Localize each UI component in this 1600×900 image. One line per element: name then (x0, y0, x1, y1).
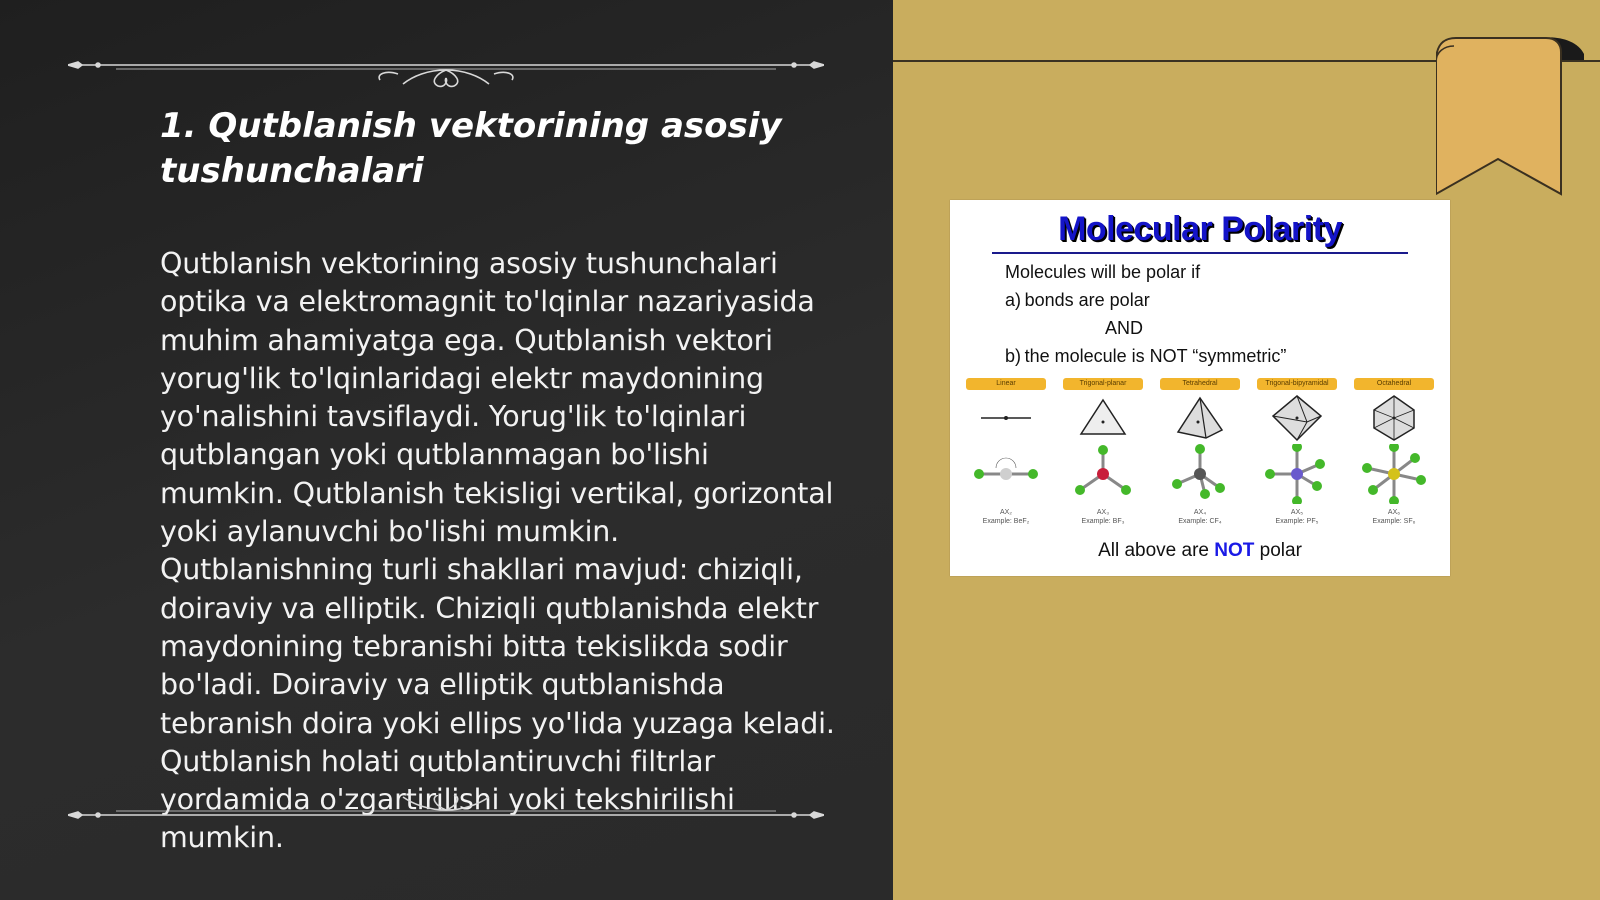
ornament-divider-top (68, 48, 824, 88)
geometry-example: Example: SF₆ (1372, 518, 1416, 525)
geometry-trigonal-planar (1063, 378, 1143, 538)
slide-body-text: Qutblanish vektorining asosiy tushunchalari optika va elektromagnit to'lqinlar nazariyasida muhim ahamiyatga ega. Qutblanish vektori yorug'lik to'lqinlaridagi elektr maydonining yo'nalishini tavsiflaydi. Yorug'lik to'lqinlari qutblangan yoki qutblanmagan bo'lishi mumkin. Qutblanish tekisligi vertikal, gorizontal yoki aylanuvchi bo'lishi mumkin. Qutblanishning turli shakllari mavjud: chiziqli, doiraviy va elliptik. Chiziqli qutblanishda elektr maydonining tebranishi bitta tekislikda sodir bo'ladi. Doiraviy va elliptik qutblanishda tebranish doira yoki ellips yo'lida yuzaga keladi. Qutblanish holati qutblantiruvchi filtrlar yordamida o'zgartirilishi yoki tekshirilishi mumkin. (160, 247, 835, 855)
bipyramidal-ball-stick-icon (1262, 444, 1332, 504)
tetrahedral-ball-stick-icon (1165, 444, 1235, 504)
figure-title: Molecular Polarity (1058, 210, 1342, 248)
geometry-table (966, 378, 1436, 538)
triangle-shape-icon (1073, 394, 1133, 442)
geometry-caption (1257, 508, 1337, 526)
geometry-caption (1354, 508, 1434, 526)
geometry-formula: AX₅ (1290, 509, 1304, 516)
geometry-caption (1063, 508, 1143, 526)
figure-line-1: Molecules will be polar if (1005, 262, 1201, 282)
footer-suffix: polar (1254, 540, 1302, 561)
figure-line-3: AND (1105, 318, 1144, 338)
geometry-caption (966, 508, 1046, 526)
figure-line-2: a) bonds are polar (1005, 290, 1150, 310)
footer-prefix: All above are (1098, 540, 1215, 561)
geometry-trigonal-bipyramidal (1257, 378, 1337, 538)
molecular-polarity-figure (950, 200, 1450, 576)
trigonal-ball-stick-icon (1068, 444, 1138, 504)
geometry-example: Example: PF₅ (1275, 518, 1319, 525)
geometry-tetrahedral (1160, 378, 1240, 538)
geometry-formula: AX₂ (999, 509, 1013, 516)
slide-title: 1. Qutblanish vektorining asosiy tushunchalari (160, 106, 782, 191)
geometry-formula: AX₄ (1193, 509, 1207, 516)
footer-emphasis: NOT (1214, 540, 1255, 561)
geometry-formula: AX₆ (1387, 509, 1401, 516)
geometry-example: Example: BeF₂ (982, 518, 1030, 525)
octahedral-ball-stick-icon (1359, 444, 1429, 504)
geometry-caption (1160, 508, 1240, 526)
geometry-label: Linear (966, 378, 1046, 390)
tetrahedron-shape-icon (1170, 394, 1230, 442)
ornament-divider-bottom (68, 795, 824, 835)
bipyramid-shape-icon (1267, 394, 1327, 442)
geometry-label: Trigonal-bipyramidal (1257, 378, 1337, 390)
figure-footer (950, 540, 1450, 562)
geometry-example: Example: BF₃ (1081, 518, 1125, 525)
geometry-label: Trigonal-planar (1063, 378, 1143, 390)
linear-shape-icon (976, 394, 1036, 442)
geometry-example: Example: CF₄ (1178, 518, 1222, 525)
octahedron-shape-icon (1364, 394, 1424, 442)
geometry-label: Octahedral (1354, 378, 1434, 390)
geometry-label: Tetrahedral (1160, 378, 1240, 390)
geometry-octahedral (1354, 378, 1434, 538)
geometry-linear (966, 378, 1046, 538)
linear-ball-stick-icon (971, 444, 1041, 504)
figure-title-rule (992, 252, 1408, 254)
bookmark-ribbon (1436, 34, 1586, 204)
geometry-formula: AX₃ (1096, 509, 1110, 516)
figure-line-4: b) the molecule is NOT “symmetric” (1005, 346, 1287, 366)
